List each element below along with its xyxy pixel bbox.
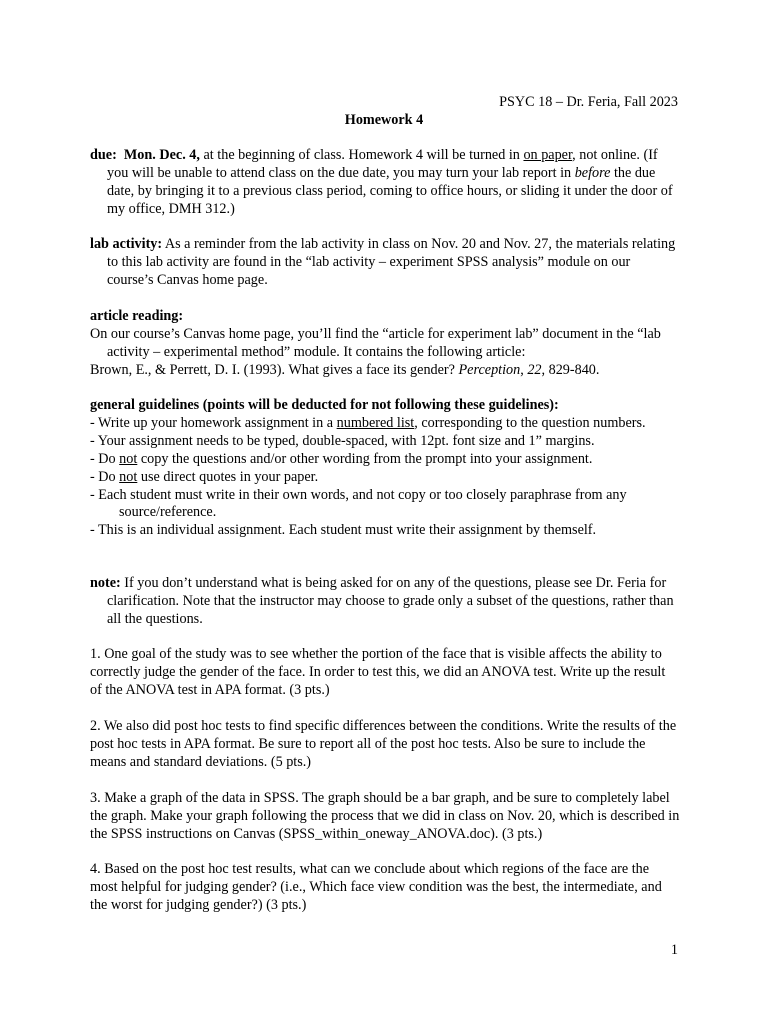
- guideline-text: copy the questions and/or other wording from the prompt into your assignment.: [137, 450, 593, 467]
- not-text: not: [119, 450, 138, 467]
- guideline-text: - Do: [90, 468, 120, 485]
- numbered-list-text: numbered list: [336, 414, 415, 431]
- article-text: On our course’s Canvas home page, you’ll find the “article for experiment lab” document in the “lab activity – experimental method” module. It contains the following article:: [90, 325, 661, 360]
- guideline-text: , corresponding to the question numbers.: [414, 414, 646, 431]
- journal-volume: 22: [527, 361, 542, 378]
- citation-separator: ,: [520, 361, 528, 378]
- before-text: before: [574, 164, 611, 181]
- lab-activity-section: [90, 236, 680, 290]
- question-4: 4. Based on the post hoc test results, what can we conclude about which regions of the face are the most helpful for judging gender? (i.e., Which face view condition was the best, the intermediate, and the worst for judging gender?) (3 pts.): [90, 861, 662, 913]
- guideline-item: [90, 469, 680, 487]
- due-text-2: , not online. (If you will be unable to attend class on the due date, you may turn your lab report in: [107, 147, 658, 181]
- due-text-3: the due date, by bringing it to a previous class period, coming to office hours, or sliding it under the door of my office, DMH 312.): [107, 164, 673, 217]
- lab-label: lab activity:: [90, 236, 163, 252]
- due-date: Mon. Dec. 4,: [123, 147, 200, 163]
- guideline-text: - Do: [90, 450, 120, 467]
- question-3: 3. Make a graph of the data in SPSS. The graph should be a bar graph, and be sure to completely label the graph. Make your graph following the process that we did in class on Nov. 20, which is described in the SPSS instructions on Canvas (SPSS_within_oneway_ANOVA.doc). (3 pts.): [90, 790, 680, 842]
- page-number: 1: [670, 942, 678, 958]
- due-section: [90, 147, 680, 219]
- lab-text: As a reminder from the lab activity in class on Nov. 20 and Nov. 27, the materials relating to this lab activity are found in the “lab activity – experiment SPSS analysis” module on our course’s Canvas home page.: [107, 236, 676, 288]
- due-label: due:: [90, 147, 117, 163]
- article-label: article reading:: [90, 308, 184, 324]
- note-section: [90, 575, 680, 629]
- due-text-1: at the beginning of class. Homework 4 will be turned in: [199, 147, 524, 163]
- not-text: not: [119, 468, 138, 485]
- article-section: [90, 308, 680, 380]
- guidelines-heading: general guidelines (points will be deducted for not following these guidelines):: [90, 397, 559, 413]
- guideline-item: - Each student must write in their own words, and not copy or too closely paraphrase from any source/reference.: [90, 486, 627, 521]
- guideline-item: - This is an individual assignment. Each student must write their assignment by themself.: [90, 522, 597, 539]
- guideline-text: - Write up your homework assignment in a: [90, 414, 337, 431]
- guideline-item: - Your assignment needs to be typed, double-spaced, with 12pt. font size and 1” margins.: [90, 432, 595, 449]
- question-1: 1. One goal of the study was to see whether the portion of the face that is visible affects the ability to correctly judge the gender of the face. In order to test this, we did an ANOVA test. Write up the result of the ANOVA test in APA format. (3 pts.): [90, 646, 666, 698]
- note-text: If you don’t understand what is being asked for on any of the questions, please see Dr. Feria for clarification. Note that the instructor may choose to grade only a subset of the questions, rather than all the questions.: [107, 575, 674, 627]
- guidelines-section: [90, 397, 680, 540]
- journal-name: Perception: [458, 361, 521, 378]
- citation-pages: , 829-840.: [541, 361, 600, 378]
- page-title: Homework 4: [344, 112, 424, 128]
- question-2: 2. We also did post hoc tests to find specific differences between the conditions. Write the results of the post hoc tests in APA format. Be sure to report all of the post hoc tests. Also be sure to include the means and standard deviations. (5 pts.): [90, 718, 677, 770]
- course-header: PSYC 18 – Dr. Feria, Fall 2023: [499, 94, 678, 110]
- citation-text: Brown, E., & Perrett, D. I. (1993). What gives a face its gender?: [90, 361, 459, 378]
- note-label: note:: [90, 575, 121, 591]
- on-paper-text: on paper: [523, 147, 573, 163]
- guideline-item: [90, 451, 680, 469]
- guideline-text: use direct quotes in your paper.: [137, 468, 319, 485]
- guideline-item: [90, 415, 680, 433]
